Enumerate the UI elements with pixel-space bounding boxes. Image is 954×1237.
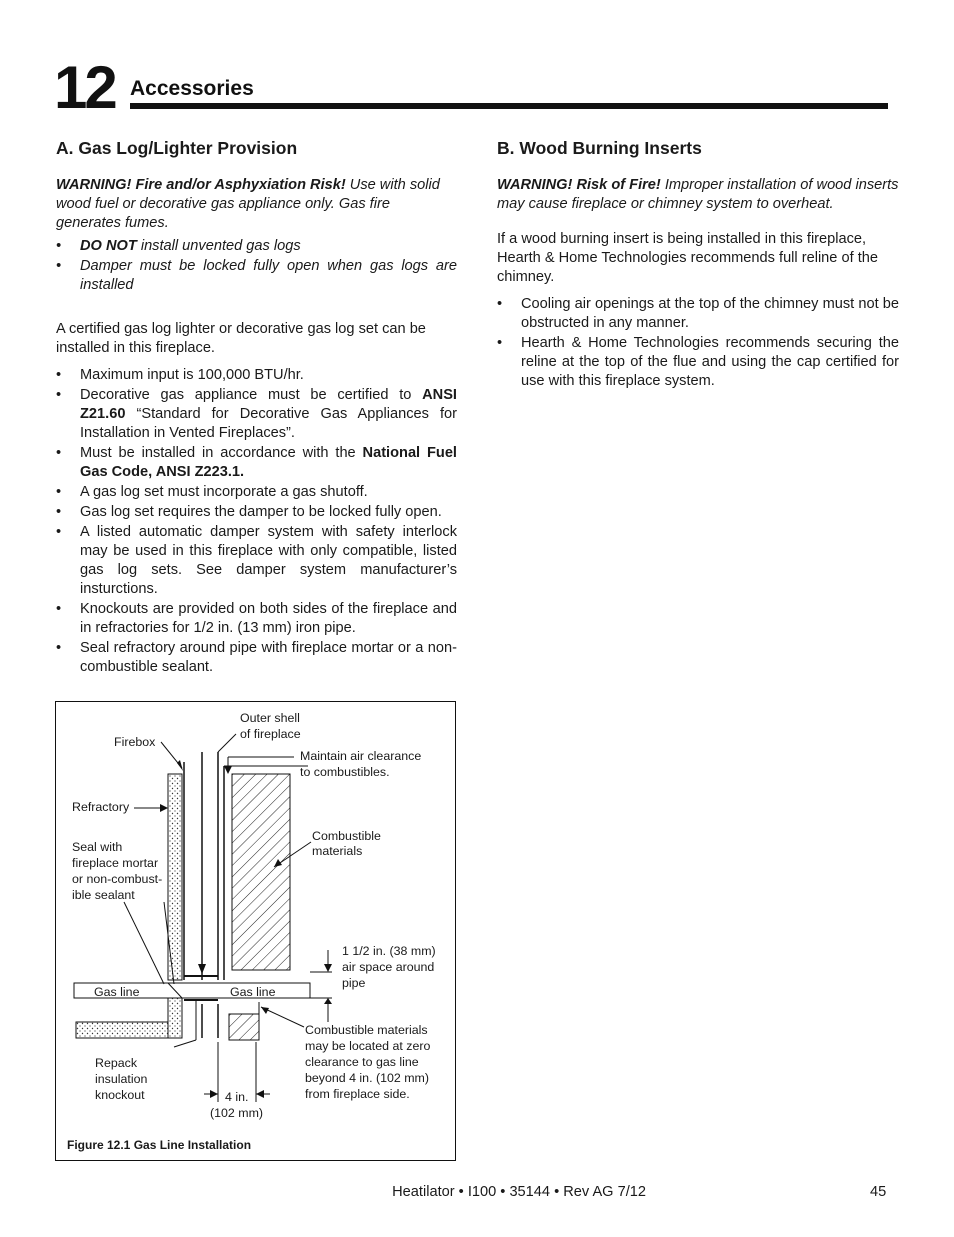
refractory-floor [76, 1022, 168, 1038]
section-a-intro: A certified gas log lighter or decorative gas log set can be installed in this fireplace. [56, 321, 426, 356]
section-a-heading: A. Gas Log/Lighter Provision [56, 138, 298, 158]
list-item-bold: National Fuel Gas Code, ANSI Z223.1. [80, 445, 457, 480]
label-dimension: (102 mm) [210, 1106, 264, 1120]
list-item [56, 444, 457, 482]
section-a-warning-bold: WARNING! Fire and/or Asphyxiation Risk! [56, 177, 346, 193]
label-zero-clearance: may be located at zero [305, 1039, 431, 1053]
list-item [56, 483, 457, 502]
list-item [56, 523, 457, 599]
chapter-rule [130, 103, 888, 109]
section-a-warning-text: Use with solid wood fuel or decorative gas appliance only. Gas fire generates fumes. [56, 177, 440, 231]
refractory-wall-lower [168, 998, 182, 1038]
label-seal: Seal with [72, 840, 123, 854]
section-a-warning [56, 176, 457, 233]
label-zero-clearance: from fireplace side. [305, 1087, 410, 1101]
list-item [56, 237, 457, 256]
label-air-space: 1 1/2 in. (38 mm) [342, 944, 436, 958]
list-item-text: Must be installed in accordance with the [80, 445, 363, 461]
label-seal: or non-combust- [72, 872, 163, 886]
list-item-text: Gas log set requires the damper to be locked fully open. [80, 504, 442, 520]
label-outer-shell: of fireplace [240, 727, 301, 741]
label-combustible: materials [312, 844, 363, 858]
label-dimension: 4 in. [225, 1090, 249, 1104]
list-item [56, 503, 457, 522]
label-zero-clearance: beyond 4 in. (102 mm) [305, 1071, 429, 1085]
label-gas-line-right: Gas line [230, 985, 276, 999]
label-air-space: pipe [342, 976, 366, 990]
list-item [56, 639, 457, 677]
label-zero-clearance: Combustible materials [305, 1023, 428, 1037]
chapter-number: 12 [54, 54, 115, 121]
list-item-text: Seal refractory around pipe with fireplace mortar or a non-combustible sealant. [80, 640, 457, 675]
footer-doc-text: Heatilator • I100 • 35144 • Rev AG 7/12 [392, 1184, 646, 1200]
list-item [56, 257, 457, 295]
list-item-bold: DO NOT [80, 238, 137, 254]
page-number: 45 [870, 1184, 887, 1200]
figure-caption: Figure 12.1 Gas Line Installation [67, 1138, 252, 1152]
section-b-list [497, 295, 899, 391]
list-item [56, 366, 457, 385]
figure-gas-line-installation [55, 701, 456, 1161]
list-item-text: “Standard for Decorative Gas Appliances for Installation in Vented Fireplaces”. [80, 406, 457, 441]
list-item-bold: ANSI Z21.60 [80, 387, 457, 422]
section-b [497, 136, 899, 392]
label-air-clearance: Maintain air clearance [300, 749, 422, 763]
list-item [56, 600, 457, 638]
label-gas-line-left: Gas line [94, 985, 140, 999]
section-b-warning-bold: WARNING! Risk of Fire! [497, 177, 661, 193]
list-item-text: Decorative gas appliance must be certified to [80, 387, 423, 403]
label-air-clearance: to combustibles. [300, 765, 390, 779]
section-b-warning [497, 176, 899, 214]
label-seal: fireplace mortar [72, 856, 159, 870]
label-seal: ible sealant [72, 888, 135, 902]
section-a-list [56, 366, 457, 677]
section-a [56, 136, 457, 678]
combustible-materials-lower [229, 1014, 259, 1040]
list-item [56, 386, 457, 443]
label-repack: knockout [95, 1088, 145, 1102]
label-outer-shell: Outer shell [240, 711, 300, 725]
list-item-text: Damper must be locked fully open when gas logs are installed [80, 258, 457, 293]
list-item-text: Knockouts are provided on both sides of the fireplace and in refractories for 1/2 in. (13 mm) iron pipe. [80, 601, 457, 636]
section-b-warning-text: Improper installation of wood inserts may cause fireplace or chimney system to overheat. [497, 177, 899, 212]
list-item-text: install unvented gas logs [136, 238, 301, 254]
label-refractory: Refractory [72, 800, 130, 814]
label-repack: insulation [95, 1072, 148, 1086]
list-item-text: A gas log set must incorporate a gas shutoff. [80, 484, 368, 500]
label-zero-clearance: clearance to gas line [305, 1055, 419, 1069]
list-item: • Cooling air openings at the top of the chimney must not be obstructed in any manner. [497, 295, 899, 333]
section-a-warning-list [56, 237, 457, 295]
section-b-heading: B. Wood Burning Inserts [497, 138, 702, 158]
list-item: • Hearth & Home Technologies recommends securing the reline at the top of the flue and using the cap certified for use with this fireplace system. [497, 334, 899, 391]
label-combustible: Combustible [312, 829, 381, 843]
label-repack: Repack [95, 1056, 138, 1070]
label-firebox: Firebox [114, 735, 156, 749]
figure-diagram [56, 702, 455, 1160]
list-item-text: A listed automatic damper system with safety interlock may be used in this fireplace with only compatible, listed gas log sets. See damper system manufacturer’s insturctions. [80, 524, 457, 597]
section-b-intro: If a wood burning insert is being installed in this fireplace, Hearth & Home Technologies recommends full reline of the chimney. [497, 231, 878, 285]
label-air-space: air space around [342, 960, 435, 974]
list-item-text: Maximum input is 100,000 BTU/hr. [80, 367, 304, 383]
chapter-title: Accessories [130, 77, 254, 100]
combustible-materials [232, 774, 290, 970]
